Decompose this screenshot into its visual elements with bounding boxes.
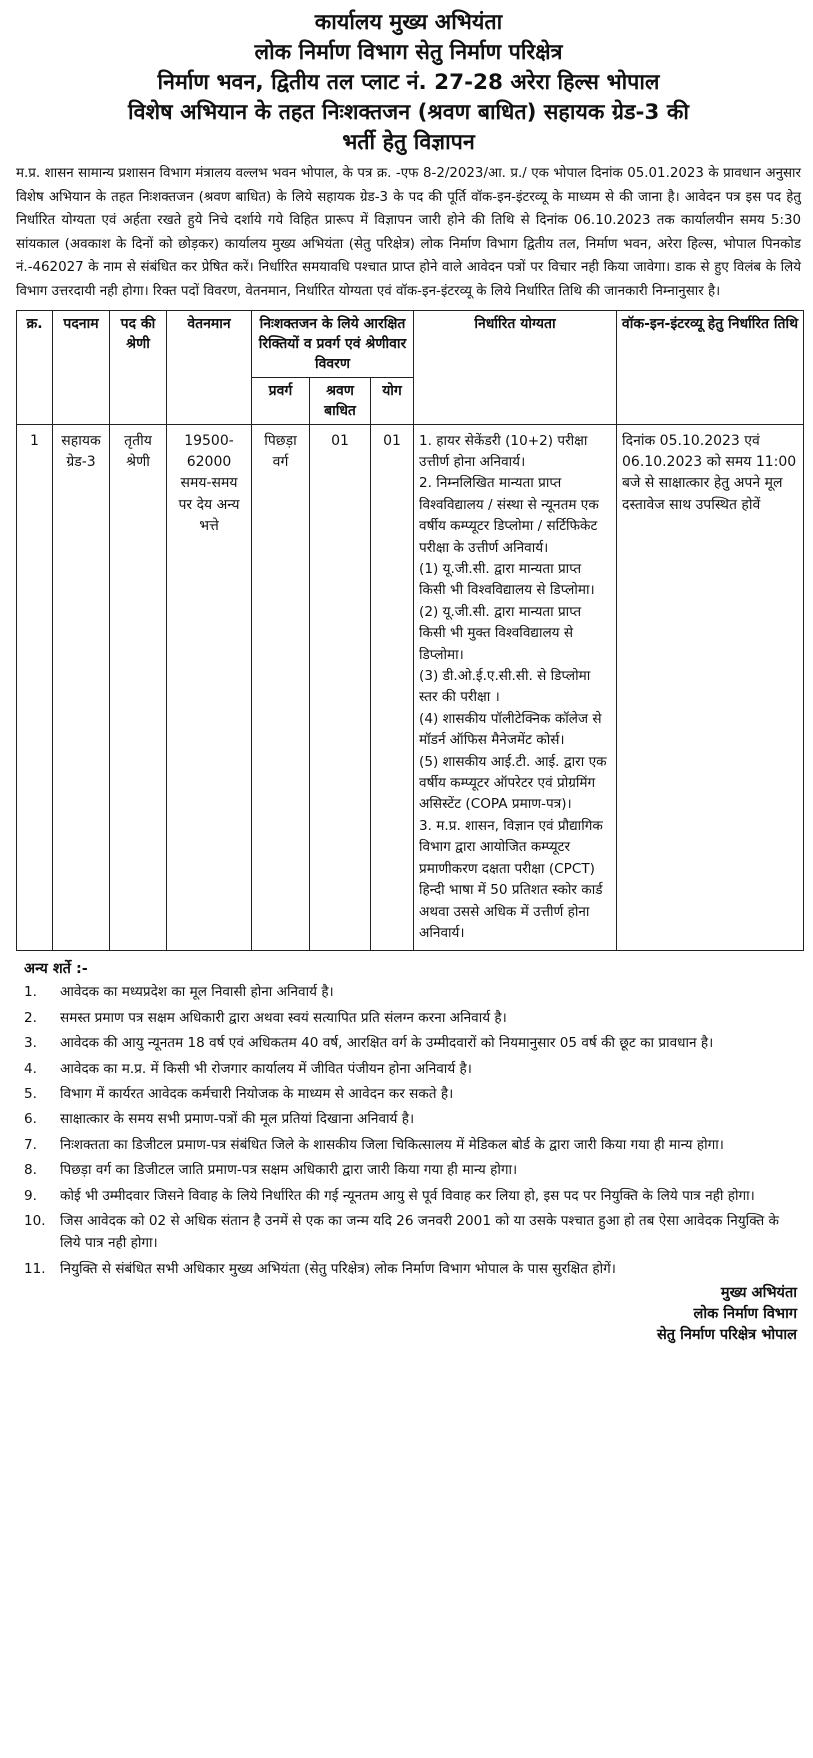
list-item — [16, 1185, 801, 1207]
condition-number: 7. — [24, 1136, 37, 1153]
cell-total: 01 — [371, 424, 414, 951]
list-item — [16, 1159, 801, 1181]
list-item — [16, 1083, 801, 1105]
condition-text: समस्त प्रमाण पत्र सक्षम अधिकारी द्वारा अथवा स्वयं सत्यापित प्रति संलग्न करना अनिवार्य है। — [60, 1009, 507, 1026]
cell-hearing: 01 — [310, 424, 371, 951]
qualification-item: 3. म.प्र. शासन, विज्ञान एवं प्रौद्यागिक विभाग द्वारा आयोजित कम्प्यूटर प्रमाणीकरण दक्षता परीक्षा (CPCT) हिन्दी भाषा में 50 प्रतिशत स्कोर कार्ड अथवा उससे अधिक में उत्तीर्ण होना अनिवार्य। — [419, 817, 603, 941]
signatory-office: सेतु निर्माण परिक्षेत्र भोपाल — [656, 1327, 797, 1344]
cell-class: पिछड़ा वर्ग — [252, 424, 310, 951]
list-item — [16, 1210, 801, 1255]
list-item — [16, 1134, 801, 1156]
qualification-item: (5) शासकीय आई.टी. आई. द्वारा एक वर्षीय कम्प्यूटर ऑपरेटर एवं प्रोग्रमिंग असिस्टेंट (COPA प्रमाण-पत्र)। — [419, 753, 607, 813]
other-conditions — [16, 957, 801, 1280]
condition-text: आवेदक का मध्यप्रदेश का मूल निवासी होना अनिवार्य है। — [60, 984, 334, 1001]
list-item — [16, 1007, 801, 1029]
vacancy-table — [16, 310, 804, 952]
condition-text: आवेदक का म.प्र. में किसी भी रोजगार कार्यालय में जीवित पंजीयन होना अनिवार्य है। — [60, 1060, 472, 1077]
conditions-title: अन्य शर्ते :- — [24, 961, 88, 978]
list-item — [16, 1108, 801, 1130]
condition-text: निःशक्तता का डिजीटल प्रमाण-पत्र संबंधित जिले के शासकीय जिला चिकित्सालय में मेडिकल बोर्ड के द्वारा जारी किया गया ही मान्य होगा। — [60, 1136, 724, 1153]
condition-number: 8. — [24, 1162, 37, 1179]
table-header-row — [17, 310, 804, 377]
list-item — [16, 1032, 801, 1054]
header-hearing: श्रवण बाधित — [310, 377, 371, 424]
cell-qualification — [414, 424, 617, 951]
cell-pay: 19500-62000 समय-समय पर देय अन्य भत्ते — [167, 424, 252, 951]
qualification-item: 2. निम्नलिखित मान्यता प्राप्त विश्वविद्यालय / संस्था से न्यूनतम एक वर्षीय कम्प्यूटर डिप्लोमा / सर्टिफिकेट परीक्षा के उत्तीर्ण अनिवार्य। — [419, 475, 599, 556]
list-item — [16, 1058, 801, 1080]
signatory-department: लोक निर्माण विभाग — [693, 1306, 797, 1323]
condition-number: 6. — [24, 1111, 37, 1128]
intro-paragraph: म.प्र. शासन सामान्य प्रशासन विभाग मंत्रालय वल्लभ भवन भोपाल, के पत्र क्र. -एफ 8-2/2023/आ. प्र./ एक भोपाल दिनांक 05.01.2023 के प्रावधान अनुसार विशेष अभियान के तहत निःशक्तजन (श्रवण बाधित) के लिये सहायक ग्रेड-3 के पद की पूर्ति वॉक-इन-इंटरव्यू के माध्यम से की जाना है। आवेदन पत्र इस पद हेतु निर्धारित योग्यता एवं अर्हता रखते हुये निचे दर्शाये गये विहित प्रारूप में विज्ञापन जारी होने की तिथि से दिनांक 06.10.2023 तक कार्यालयीन समय 5:30 सांयकाल (अवकाश के दिनों को छोड़कर) कार्यालय मुख्य अभियंता (सेतु परिक्षेत्र) लोक निर्माण विभाग द्वितीय तल, निर्माण भवन, अरेरा हिल्स, भोपाल पिनकोड नं.-462027 के नाम से संबंधित कर प्रेषित करें। निर्धारित समयावधि पश्चात प्राप्त होने वाले आवेदन पत्रों पर विचार नही किया जावेगा। डाक से हुए विलंब के लिये विभाग उत्तरदायी नही होगा। रिक्त पदों विवरण, वेतनमान, निर्धारित योग्यता एवं वॉक-इन-इंटरव्यू के लिये निर्धारित तिथि की जानकारी निम्नानुसार है। — [16, 166, 801, 299]
condition-number: 5. — [24, 1085, 37, 1102]
notice-title: भर्ती हेतु विज्ञापन — [342, 130, 475, 155]
condition-text: आवेदक की आयु न्यूनतम 18 वर्ष एवं अधिकतम 40 वर्ष, आरक्षित वर्ग के उम्मीदवारों को नियमानुसार 05 वर्ष की छूट का प्रावधान है। — [60, 1035, 714, 1052]
header-sn: क्र. — [17, 310, 53, 424]
qualification-item: (4) शासकीय पॉलीटेक्निक कॉलेज से मॉडर्न ऑफिस मैनेजमेंट कोर्स। — [419, 710, 602, 749]
condition-number: 3. — [24, 1035, 37, 1052]
condition-number: 9. — [24, 1187, 37, 1204]
header-qualification: निर्धारित योग्यता — [414, 310, 617, 424]
condition-text: नियुक्ति से संबंधित सभी अधिकार मुख्य अभियंता (सेतु परिक्षेत्र) लोक निर्माण विभाग भोपाल के पास सुरक्षित होगें। — [60, 1260, 616, 1277]
qualification-item: (1) यू.जी.सी. द्वारा मान्यता प्राप्त किसी भी विश्वविद्यालय से डिप्लोमा। — [419, 561, 595, 599]
cell-sn: 1 — [17, 424, 53, 951]
qualification-item: 1. हायर सेकेंडरी (10+2) परीक्षा उत्तीर्ण होना अनिवार्य। — [419, 432, 588, 470]
condition-text: जिस आवेदक को 02 से अधिक संतान है उनमें से एक का जन्म यदि 26 जनवरी 2001 को या उसके पश्चात हुआ हो तब ऐसा आवेदक नियुक्ति के लिये पात्र नही होगा। — [60, 1212, 779, 1252]
condition-number: 10. — [24, 1212, 46, 1229]
list-item — [16, 1258, 801, 1280]
cell-category: तृतीय श्रेणी — [110, 424, 167, 951]
cell-post: सहायक ग्रेड-3 — [53, 424, 110, 951]
condition-text: साक्षात्कार के समय सभी प्रमाण-पत्रों की मूल प्रतियां दिखाना अनिवार्य है। — [60, 1111, 415, 1128]
header-walkin: वॉक-इन-इंटरव्यू हेतु निर्धारित तिथि — [617, 310, 804, 424]
office-name: कार्यालय मुख्य अभियंता — [314, 10, 503, 35]
header-category: पद की श्रेणी — [110, 310, 167, 424]
condition-number: 2. — [24, 1009, 37, 1026]
signatory-title: मुख्य अभियंता — [720, 1285, 797, 1302]
office-address: निर्माण भवन, द्वितीय तल प्लाट नं. 27-28 अरेरा हिल्स भोपाल — [157, 70, 660, 95]
department-name: लोक निर्माण विभाग सेतु निर्माण परिक्षेत्र — [254, 40, 563, 65]
qualification-item: (2) यू.जी.सी. द्वारा मान्यता प्राप्त किसी भी मुक्त विश्वविद्यालय से डिप्लोमा। — [419, 603, 582, 663]
condition-text: पिछड़ा वर्ग का डिजीटल जाति प्रमाण-पत्र सक्षम अधिकारी द्वारा जारी किया गया ही मान्य होगा। — [60, 1162, 518, 1179]
qualification-item: (3) डी.ओ.ई.ए.सी.सी. से डिप्लोमा स्तर की परीक्षा । — [419, 668, 591, 706]
header-total: योग — [371, 377, 414, 424]
condition-number: 11. — [24, 1260, 46, 1277]
header-class: प्रवर्ग — [252, 377, 310, 424]
condition-text: कोई भी उम्मीदवार जिसने विवाह के लिये निर्धारित की गई न्यूनतम आयु से पूर्व विवाह कर लिया हो, इस पद पर नियुक्ति के लिये पात्र नही होगा। — [60, 1187, 755, 1204]
signature-block — [16, 1283, 801, 1346]
list-item — [16, 981, 801, 1003]
header-pay: वेतनमान — [167, 310, 252, 424]
notice-subject: विशेष अभियान के तहत निःशक्तजन (श्रवण बाधित) सहायक ग्रेड-3 की — [128, 100, 689, 125]
header-reserved: निःशक्तजन के लिये आरक्षित रिक्तियों व प्रवर्ग एवं श्रेणीवार विवरण — [252, 310, 414, 377]
condition-text: विभाग में कार्यरत आवेदक कर्मचारी नियोजक के माध्यम से आवेदन कर सकते है। — [60, 1085, 454, 1102]
header-post: पदनाम — [53, 310, 110, 424]
notice-header — [16, 8, 801, 158]
cell-walkin: दिनांक 05.10.2023 एवं 06.10.2023 को समय 11:00 बजे से साक्षात्कार हेतु अपने मूल दस्तावेज साथ उपस्थित होवें — [617, 424, 804, 951]
table-row — [17, 424, 804, 951]
condition-number: 1. — [24, 984, 37, 1001]
condition-number: 4. — [24, 1060, 37, 1077]
